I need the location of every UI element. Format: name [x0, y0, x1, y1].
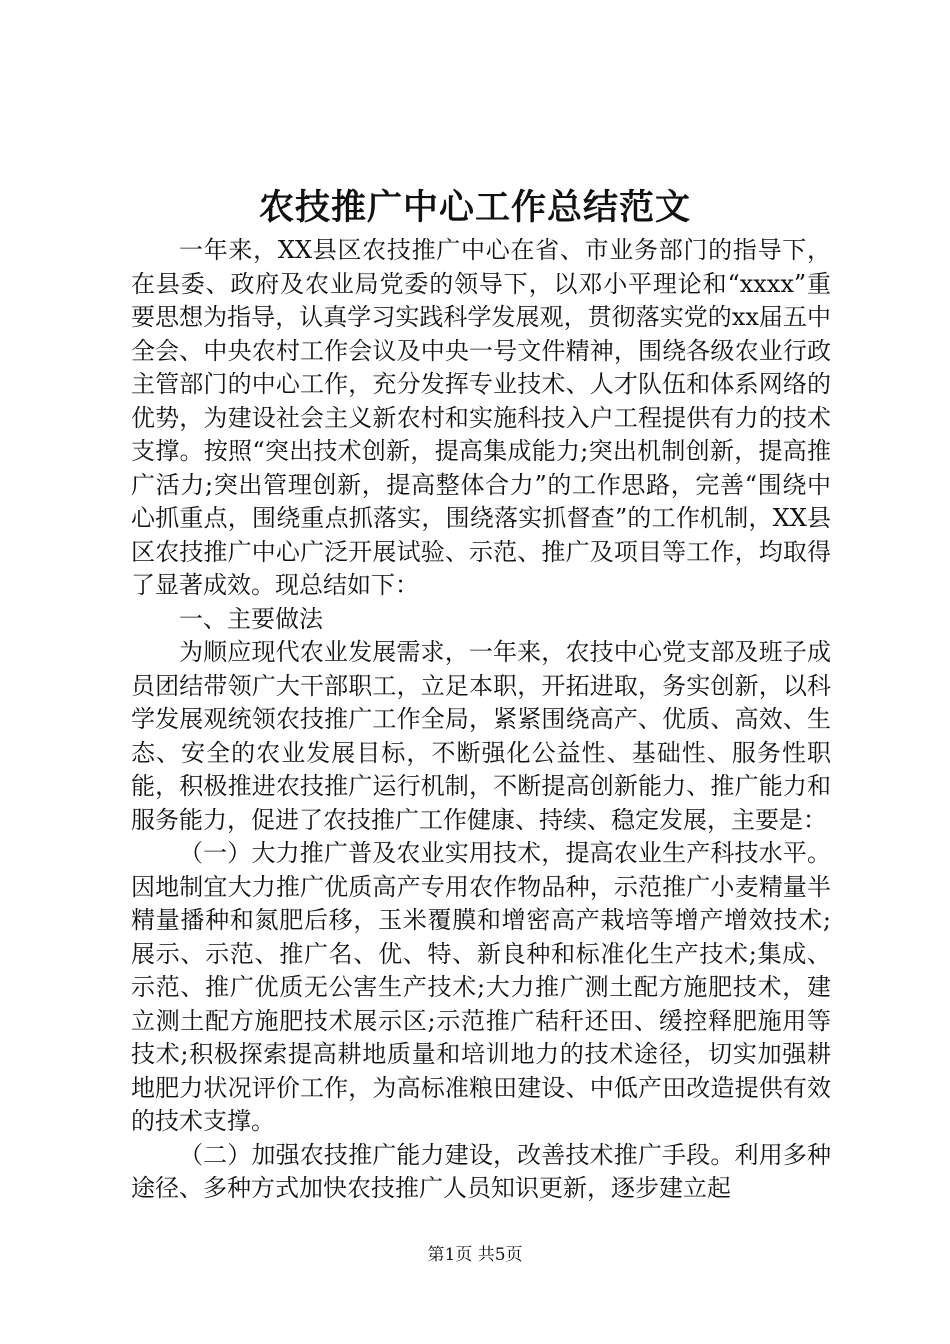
paragraph-intro: 一年来，XX县区农技推广中心在省、市业务部门的指导下，在县委、政府及农业局党委的领导下，以邓小平理论和“xxxx”重要思想为指导，认真学习实践科学发展观，贯彻落实党的xx届五中全会、中央农村工作会议及中央一号文件精神，围绕各级农业行政主管部门的中心工作，充分发挥专业技术、人才队伍和体系网络的优势，为建设社会主义新农村和实施科技入户工程提供有力的技术支撑。按照“突出技术创新，提高集成能力;突出机制创新，提高推广活力;突出管理创新，提高整体合力”的工作思路，完善“围绕中心抓重点，围绕重点抓落实，围绕落实抓督查”的工作机制，XX县区农技推广中心广泛开展试验、示范、推广及项目等工作，均取得了显著成效。现总结如下： [131, 236, 831, 599]
paragraph-main-approach: 为顺应现代农业发展需求，一年来，农技中心党支部及班子成员团结带领广大干部职工，立足本职，开拓进取，务实创新，以科学发展观统领农技推广工作全局，紧紧围绕高产、优质、高效、生态、安全的农业发展目标，不断强化公益性、基础性、服务性职能，积极推进农技推广运行机制，不断提高创新能力、推广能力和服务能力，促进了农技推广工作健康、持续、稳定发展，主要是： [131, 638, 831, 834]
page-number-footer: 第1页 共5页 [427, 1245, 523, 1265]
paragraph-item-two: （二）加强农技推广能力建设，改善技术推广手段。利用多种途径、多种方式加快农技推广人员知识更新，逐步建立起 [131, 1140, 831, 1202]
paragraph-item-one: （一）大力推广普及农业实用技术，提高农业生产科技水平。因地制宜大力推广优质高产专用农作物品种，示范推广小麦精量半精量播种和氮肥后移，玉米覆膜和增密高产栽培等增产增效技术;展示、示范、推广名、优、特、新良种和标准化生产技术;集成、示范、推广优质无公害生产技术;大力推广测土配方施肥技术，建立测土配方施肥技术展示区;示范推广秸秆还田、缓控释肥施用等技术;积极探索提高耕地质量和培训地力的技术途径，切实加强耕地肥力状况评价工作，为高标准粮田建设、中低产田改造提供有效的技术支撑。 [131, 839, 831, 1135]
document-body [131, 234, 831, 1206]
document-title: 农技推广中心工作总结范文 [258, 187, 691, 228]
section-heading: 一、主要做法 [179, 604, 323, 633]
